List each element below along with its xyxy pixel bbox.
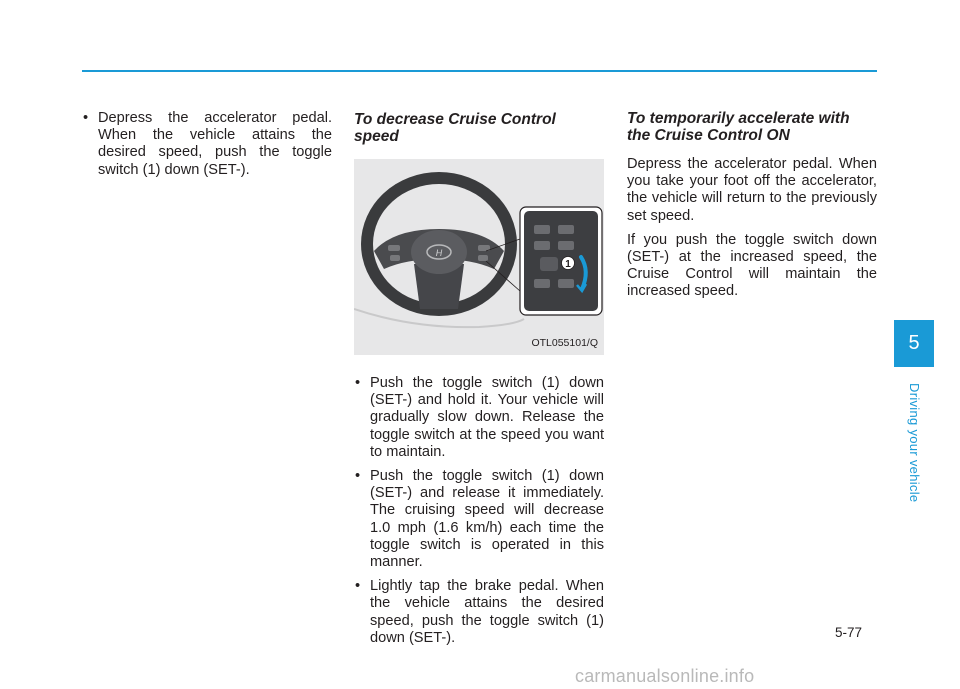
page-number: 5-77 <box>835 625 863 640</box>
steering-wheel-illustration <box>354 159 604 355</box>
bullet-item: • Lightly tap the brake pedal. When the vehicle attains the desired speed, push the toggle switch (1) down (SET-). <box>354 578 604 647</box>
svg-text:H: H <box>435 248 443 258</box>
right-column <box>627 110 877 308</box>
bullet-item: • Push the toggle switch (1) down (SET-) and release it immediately. The cruising speed will decrease 1.0 mph (1.6 km/h) each time the toggle switch is operated in this manner. <box>354 468 604 571</box>
header-rule <box>82 70 877 72</box>
bullet-item: • Push the toggle switch (1) down (SET-) and hold it. Your vehicle will gradually slow down. Release the toggle switch at the speed you want to maintain. <box>354 375 604 461</box>
chapter-label: Driving your vehicle <box>907 383 922 503</box>
left-column <box>82 110 332 186</box>
steering-wheel-figure <box>354 159 604 355</box>
chapter-label-wrap <box>904 383 924 503</box>
chapter-tab: 5 <box>894 320 934 367</box>
middle-column <box>354 111 604 654</box>
section-heading-accelerate: To temporarily accelerate with the Cruise Control ON <box>627 110 850 144</box>
section-heading-decrease-speed: To decrease Cruise Control speed <box>354 111 556 145</box>
decrease-speed-bullets <box>354 375 604 647</box>
bullet-item: • Depress the accelerator pedal. When the vehicle attains the desired speed, push the toggle switch (1) down (SET-). <box>82 110 332 179</box>
paragraph: Depress the accelerator pedal. When you take your foot off the accelerator, the vehicle will return to the previously set speed. <box>627 156 877 224</box>
callout-number: 1 <box>565 259 571 270</box>
paragraph: If you push the toggle switch down (SET-) at the increased speed, the Cruise Control will maintain the increased speed. <box>627 231 877 300</box>
figure-code: OTL055101/Q <box>531 336 598 349</box>
watermark: carmanualsonline.info <box>575 666 755 686</box>
